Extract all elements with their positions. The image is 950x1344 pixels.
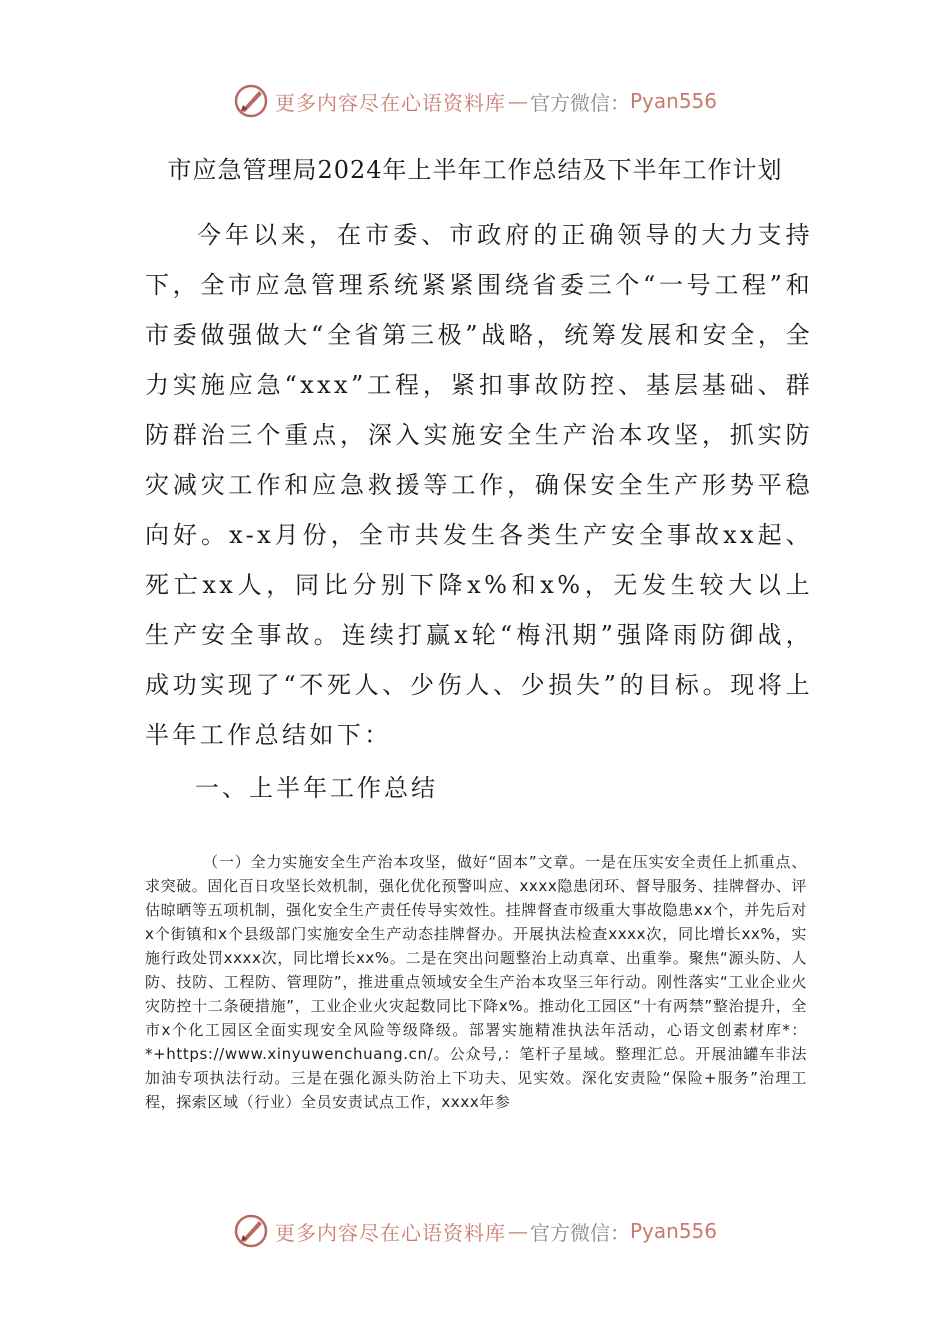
intro-paragraph: 今年以来，在市委、市政府的正确领导的大力支持下，全市应急管理系统紧紧围绕省委三个“一号工程”和市委做强做大“全省第三极”战略，统筹发展和安全，全力实施应急“xxx”工程，紧扣事故防控、基层基础、群防群治三个重点，深入实施安全生产治本攻坚，抓实防灾减灾工作和应急救援等工作，确保安全生产形势平稳向好。x-x月份，全市共发生各类生产安全事故xx起、死亡xx人，同比分别下降x%和x%，无发生较大以上生产安全事故。连续打赢x轮“梅汛期”强降雨防御战，成功实现了“不死人、少伤人、少损失”的目标。现将上半年工作总结如下： [145,221,813,749]
quill-pen-icon [233,83,269,119]
document-title: 市应急管理局2024年上半年工作总结及下半年工作计划 [167,156,783,184]
banner-label: 官方微信： [529,1220,630,1245]
header-banner [0,76,950,126]
banner-main-text: 更多内容尽在心语资料库 [274,1220,506,1245]
banner-wechat-id: Pyan556 [629,89,717,113]
footer-banner [0,1206,950,1256]
quill-pen-icon [233,1213,269,1249]
banner-main-text: 更多内容尽在心语资料库 [274,90,506,115]
section-heading: 一、上半年工作总结 [195,774,438,802]
banner-label: 官方微信： [529,90,630,115]
body-paragraph: （一）全力实施安全生产治本攻坚，做好“固本”文章。一是在压实安全责任上抓重点、求突破。固化百日攻坚长效机制，强化优化预警叫应、xxxx隐患闭环、督导服务、挂牌督办、评估晾晒等五项机制，强化安全生产责任传导实效性。挂牌督查市级重大事故隐患xx个，并先后对x个街镇和x个县级部门实施安全生产动态挂牌督办。开展执法检查xxxx次，同比增长xx%，实施行政处罚xxxx次，同比增长xx%。二是在突出问题整治上动真章、出重拳。聚焦“源头防、人防、技防、工程防、管理防”，推进重点领域安全生产治本攻坚三年行动。刚性落实“工业企业火灾防控十二条硬措施”，工业企业火灾起数同比下降x%。推动化工园区“十有两禁”整治提升，全市x个化工园区全面实现安全风险等级降级。部署实施精准执法年活动，心语文创素材库*：*+https://www.xinyuwenchuang.cn/。公众号,：笔杆子星域。整理汇总。开展油罐车非法加油专项执法行动。三是在强化源头防治上下功夫、见实效。深化安责险“保险+服务”治理工程，探索区域（行业）全员安责试点工作，xxxx年参 [145,853,807,1111]
banner-separator: — [507,89,528,113]
banner-separator: — [507,1219,528,1243]
banner-wechat-id: Pyan556 [629,1219,717,1243]
